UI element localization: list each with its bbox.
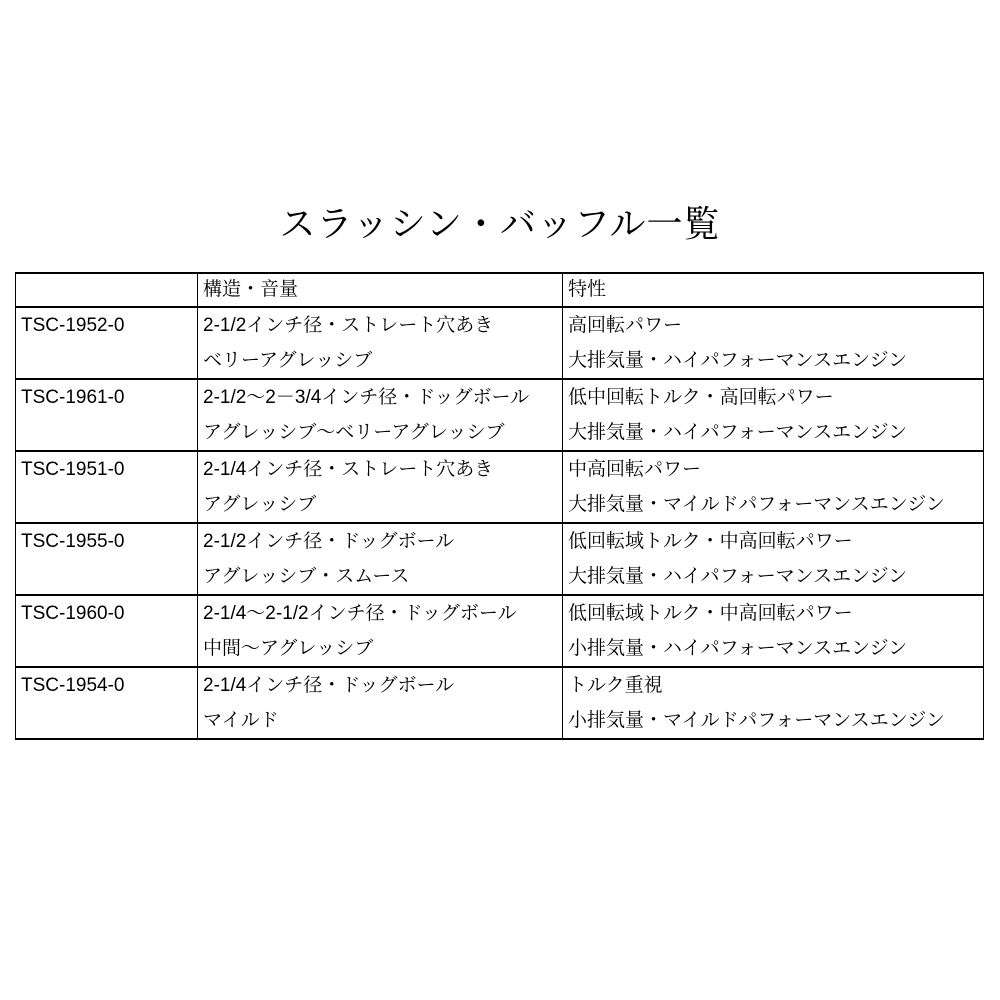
structure-line-1: 2-1/4インチ径・ストレート穴あき (203, 459, 494, 480)
structure-line-1: 2-1/2インチ径・ストレート穴あき (203, 315, 494, 336)
characteristics-line-1: 低回転域トルク・中高回転パワー (568, 531, 853, 552)
characteristics-line-2: 小排気量・マイルドパフォーマンスエンジン (568, 710, 945, 731)
model-cell: TSC-1952-0 (16, 307, 198, 379)
header-structure: 構造・音量 (198, 273, 563, 307)
table-row (16, 307, 984, 379)
characteristics-cell (563, 523, 984, 595)
characteristics-cell (563, 307, 984, 379)
characteristics-cell (563, 379, 984, 451)
structure-line-2: ベリーアグレッシブ (203, 350, 373, 371)
baffle-list-table (15, 272, 984, 740)
characteristics-line-1: 低回転域トルク・中高回転パワー (568, 603, 853, 624)
structure-cell (198, 595, 563, 667)
structure-cell (198, 451, 563, 523)
table-row (16, 523, 984, 595)
characteristics-line-2: 大排気量・ハイパフォーマンスエンジン (568, 350, 908, 371)
model-cell: TSC-1955-0 (16, 523, 198, 595)
structure-line-2: アグレッシブ～ベリーアグレッシブ (203, 422, 505, 443)
characteristics-line-2: 大排気量・ハイパフォーマンスエンジン (568, 566, 908, 587)
model-cell: TSC-1951-0 (16, 451, 198, 523)
structure-line-1: 2-1/4～2-1/2インチ径・ドッグボール (203, 603, 517, 624)
model-cell: TSC-1960-0 (16, 595, 198, 667)
header-model (16, 273, 198, 307)
characteristics-line-2: 大排気量・ハイパフォーマンスエンジン (568, 422, 908, 443)
characteristics-cell (563, 451, 984, 523)
characteristics-cell (563, 595, 984, 667)
structure-line-1: 2-1/2インチ径・ドッグボール (203, 531, 455, 552)
characteristics-line-1: 中高回転パワー (568, 459, 702, 480)
characteristics-line-2: 小排気量・ハイパフォーマンスエンジン (568, 638, 908, 659)
table-row (16, 667, 984, 739)
structure-line-2: 中間～アグレッシブ (203, 638, 374, 659)
characteristics-line-1: 低中回転トルク・高回転パワー (568, 387, 834, 408)
structure-cell (198, 307, 563, 379)
structure-line-2: アグレッシブ (203, 494, 317, 515)
table-header-row (16, 273, 984, 307)
header-characteristics: 特性 (563, 273, 984, 307)
characteristics-line-2: 大排気量・マイルドパフォーマンスエンジン (568, 494, 945, 515)
structure-line-2: マイルド (203, 710, 279, 731)
structure-line-1: 2-1/4インチ径・ドッグボール (203, 675, 455, 696)
table-row (16, 379, 984, 451)
structure-line-2: アグレッシブ・スムース (203, 566, 410, 587)
structure-cell (198, 523, 563, 595)
structure-cell (198, 379, 563, 451)
structure-cell (198, 667, 563, 739)
structure-line-1: 2-1/2～2－3/4インチ径・ドッグボール (203, 387, 530, 408)
model-cell: TSC-1961-0 (16, 379, 198, 451)
characteristics-line-1: トルク重視 (568, 675, 663, 696)
page-title: スラッシン・バッフル一覧 (279, 203, 721, 244)
table-row (16, 595, 984, 667)
characteristics-line-1: 高回転パワー (568, 315, 683, 336)
table-row (16, 451, 984, 523)
model-cell: TSC-1954-0 (16, 667, 198, 739)
characteristics-cell (563, 667, 984, 739)
